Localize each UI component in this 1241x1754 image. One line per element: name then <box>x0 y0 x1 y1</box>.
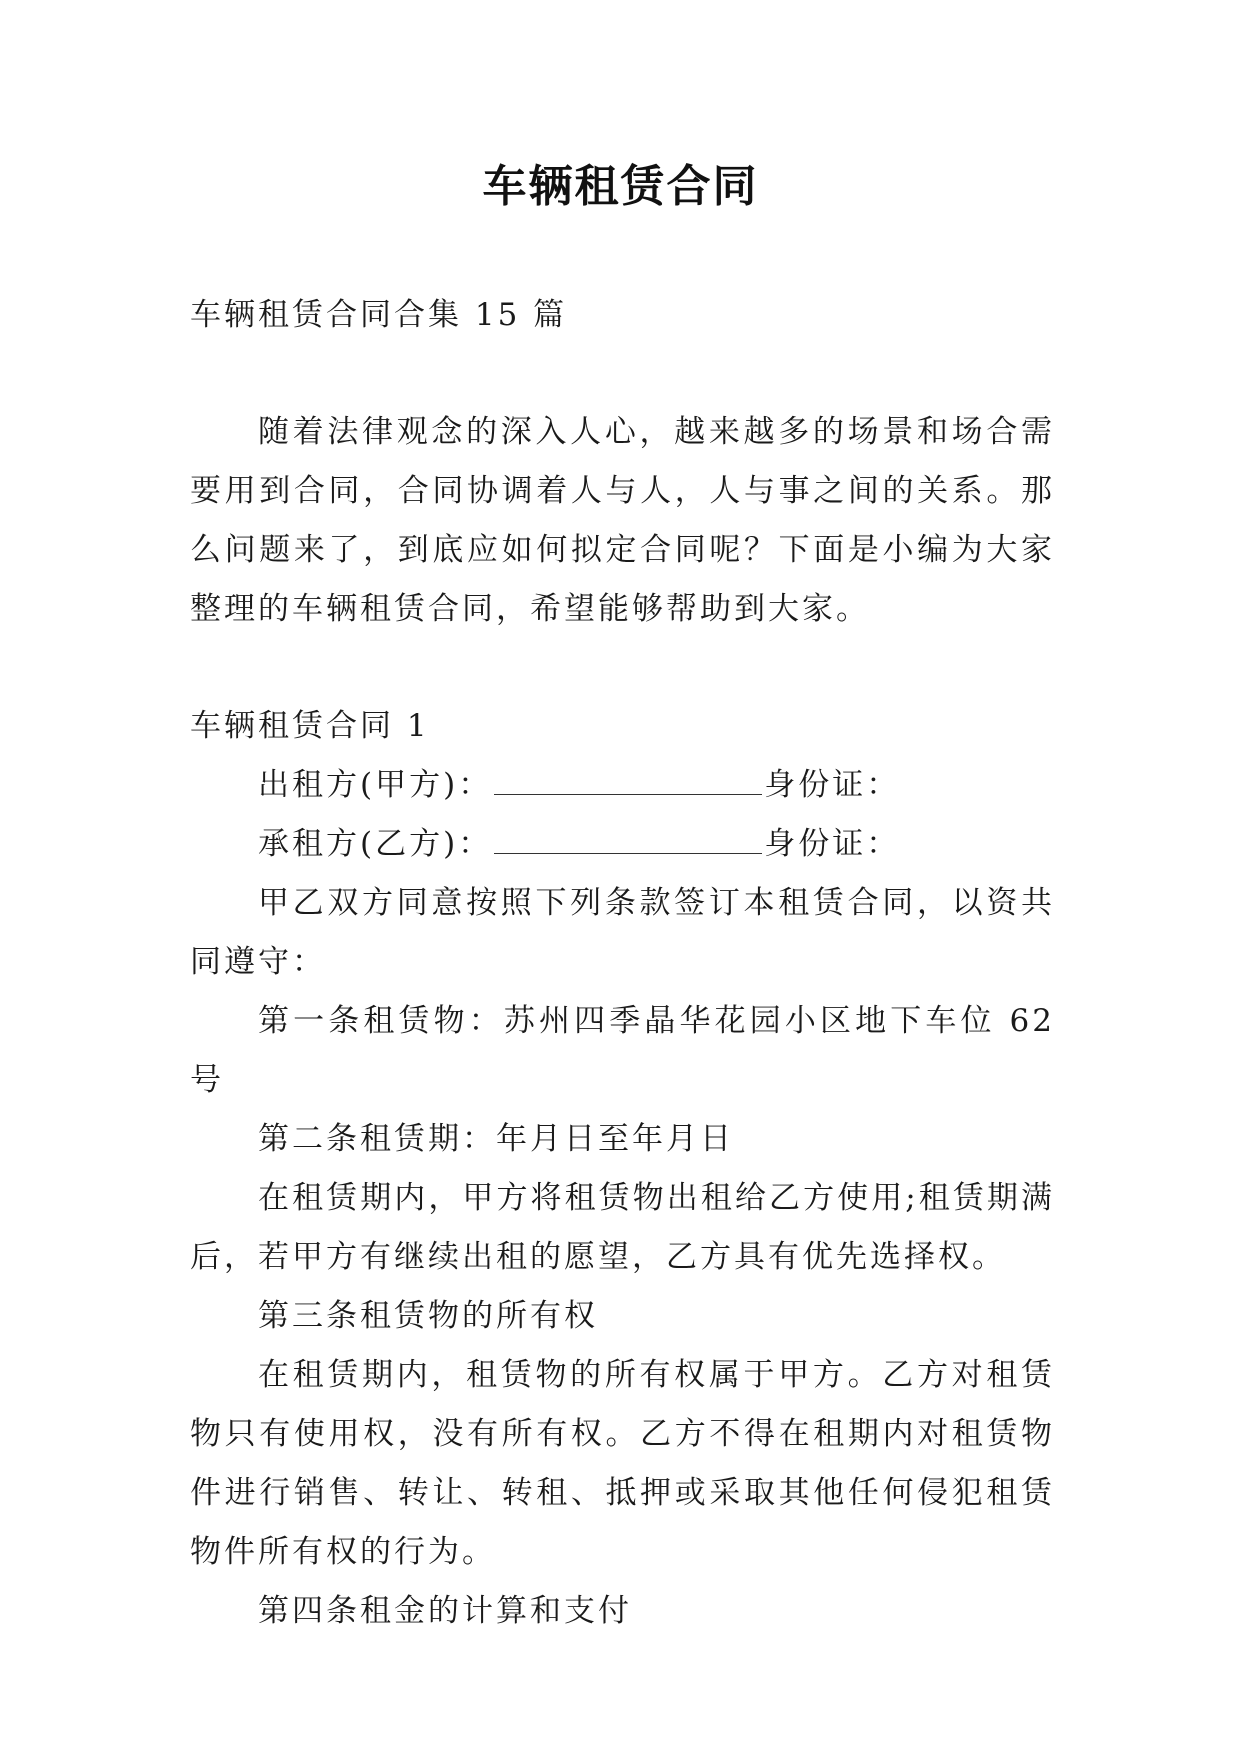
article-1: 第一条租赁物：苏州四季晶华花园小区地下车位 62 号 <box>190 1003 1055 1098</box>
intro-paragraph: 随着法律观念的深入人心，越来越多的场景和场合需要用到合同，合同协调着人与人，人与事之间的关系。那么问题来了，到底应如何拟定合同呢？下面是小编为大家整理的车辆租赁合同，希望能够帮助到大家。 <box>190 414 1055 627</box>
article-2-body: 在租赁期内，甲方将租赁物出租给乙方使用;租赁期满后，若甲方有继续出租的愿望，乙方具有优先选择权。 <box>190 1180 1055 1275</box>
article-2: 第二条租赁期：年月日至年月日 <box>258 1121 734 1157</box>
document-subtitle: 车辆租赁合同合集 15 篇 <box>190 297 568 333</box>
party-a-label: 出租方(甲方)： <box>258 767 493 803</box>
party-a-id-label: 身份证： <box>764 767 901 803</box>
section-heading: 车辆租赁合同 1 <box>190 708 430 744</box>
party-b-line <box>190 815 1055 874</box>
document-title: 车辆租赁合同 <box>482 161 759 212</box>
party-b-label: 承租方(乙方)： <box>258 826 493 862</box>
agreement-paragraph: 甲乙双方同意按照下列条款签订本租赁合同，以资共同遵守： <box>190 885 1055 980</box>
party-b-blank <box>494 827 762 854</box>
party-a-blank <box>494 768 762 795</box>
document-body <box>190 286 1055 1641</box>
party-a-line <box>190 756 1055 815</box>
article-3: 第三条租赁物的所有权 <box>258 1298 598 1334</box>
article-4: 第四条租金的计算和支付 <box>258 1593 632 1629</box>
article-3-body: 在租赁期内，租赁物的所有权属于甲方。乙方对租赁物只有使用权，没有所有权。乙方不得在租期内对租赁物件进行销售、转让、转租、抵押或采取其他任何侵犯租赁物件所有权的行为。 <box>190 1357 1055 1570</box>
party-b-id-label: 身份证： <box>764 826 901 862</box>
